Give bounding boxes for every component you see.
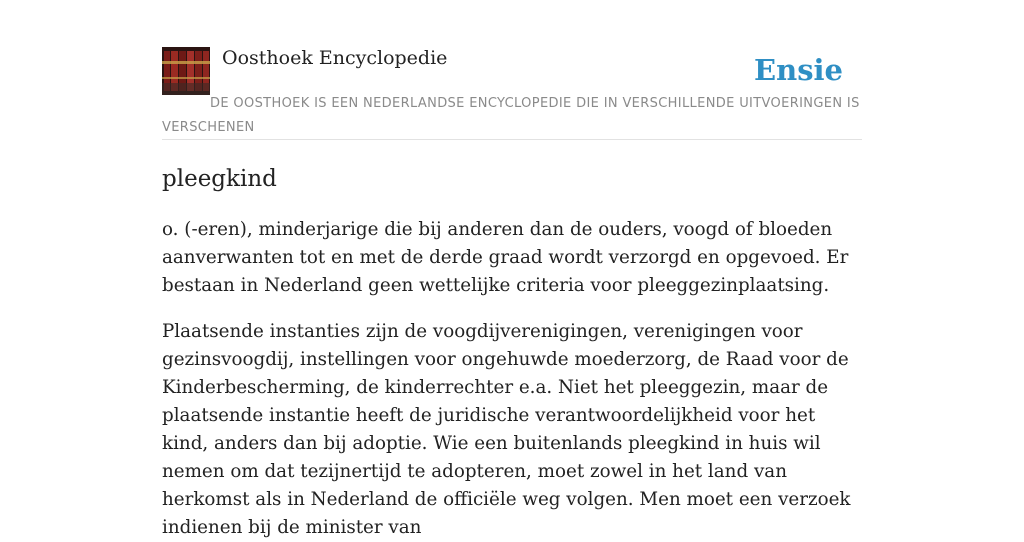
article-paragraph: o. (-eren), minderjarige die bij anderen dan de ouders, voogd of bloeden aanverwanten tot en met de derde graad wordt verzorgd en opgevoed. Er bestaan in Nederland geen wettelijke criteria voor pleeggezinplaatsing. xyxy=(162,219,849,296)
header-divider xyxy=(162,139,862,140)
site-tagline: DE OOSTHOEK IS EEN NEDERLANDSE ENCYCLOPEDIE DIE IN VERSCHILLENDE UITVOERINGEN IS VERSCHENEN xyxy=(162,96,860,135)
site-name[interactable]: Oosthoek Encyclopedie xyxy=(222,47,448,69)
site-header xyxy=(162,46,862,140)
page-title: pleegkind xyxy=(162,166,277,192)
encyclopedia-books-icon[interactable] xyxy=(162,47,210,95)
article xyxy=(162,160,862,542)
brand-logo[interactable]: Ensie xyxy=(754,53,843,87)
article-paragraph: Plaatsende instanties zijn de voogdijverenigingen, verenigingen voor gezinsvoogdij, instellingen voor ongehuwde moederzorg, de Raad voor de Kinderbescherming, de kinderrechter e.a. Niet het pleeggezin, maar de plaatsende instantie heeft de juridische verantwoordelijkheid voor het kind, anders dan bij adoptie. Wie een buitenlands pleegkind in huis wil nemen om dat tezijnertijd te adopteren, moet zowel in het land van herkomst als in Nederland de officiële weg volgen. Men moet een verzoek indienen bij de minister van xyxy=(162,321,851,538)
